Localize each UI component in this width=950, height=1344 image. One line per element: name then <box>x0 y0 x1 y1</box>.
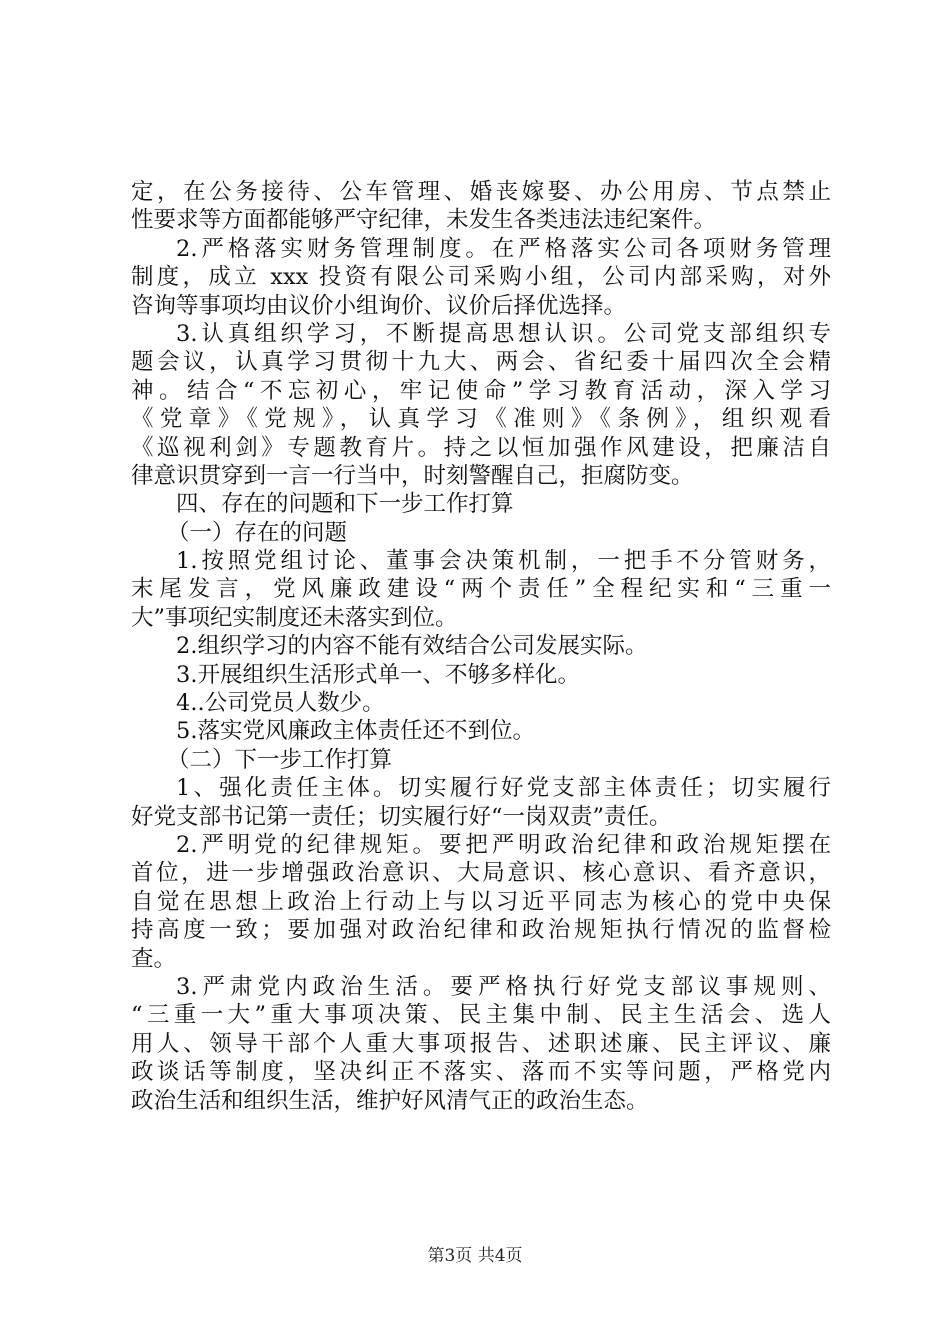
text-line: （二）下一步工作打算 <box>167 746 393 773</box>
text-line: 用人、领导干部个人重大事项报告、述职述廉、民主评议、廉 <box>131 1030 831 1057</box>
text-line: 咨询等事项均由议价小组询价、议价后择优选择。 <box>131 292 627 319</box>
text-line: 大”事项纪实制度还未落实到位。 <box>131 604 458 631</box>
text-line: 《巡视利剑》专题教育片。持之以恒加强作风建设，把廉洁自 <box>131 434 831 461</box>
text-line: 《党章》《党规》，认真学习《准则》《条例》，组织观看 <box>131 406 831 433</box>
text-line: 神。结合“不忘初心，牢记使命”学习教育活动，深入学习 <box>131 377 831 404</box>
page-footer: 第3页 共4页 <box>427 1246 523 1266</box>
text-line: 四、存在的问题和下一步工作打算 <box>176 491 514 518</box>
text-line: 律意识贯穿到一言一行当中，时刻警醒自己，拒腐防变。 <box>131 462 694 489</box>
text-line: “三重一大”重大事项决策、民主集中制、民主生活会、选人 <box>131 1002 831 1029</box>
text-line: 2.严格落实财务管理制度。在严格落实公司各项财务管理 <box>176 235 831 262</box>
text-line: 末尾发言，党风廉政建设“两个责任”全程纪实和“三重一 <box>131 576 831 603</box>
text-line: 定，在公务接待、公车管理、婚丧嫁娶、办公用房、节点禁止 <box>131 179 831 205</box>
text-line: 题会议，认真学习贯彻十九大、两会、省纪委十届四次全会精 <box>131 349 831 376</box>
text-line: 2.严明党的纪律规矩。要把严明政治纪律和政治规矩摆在 <box>176 831 831 858</box>
text-line: 3.严肃党内政治生活。要严格执行好党支部议事规则、 <box>176 973 831 1000</box>
text-line: 1.按照党组讨论、董事会决策机制，一把手不分管财务， <box>176 548 831 575</box>
text-line: 自觉在思想上政治上行动上与以习近平同志为核心的党中央保 <box>131 888 831 915</box>
text-line: 查。 <box>131 945 177 972</box>
text-line: 持高度一致；要加强对政治纪律和政治规矩执行情况的监督检 <box>131 917 831 944</box>
text-line: 3.开展组织生活形式单一、不够多样化。 <box>176 661 580 688</box>
text-line: 3.认真组织学习，不断提高思想认识。公司党支部组织专 <box>176 320 831 347</box>
document-body <box>131 178 831 1115</box>
text-line: 政谈话等制度，坚决纠正不落实、落而不实等问题，严格党内 <box>131 1059 831 1086</box>
text-line: 2.组织学习的内容不能有效结合公司发展实际。 <box>176 633 648 660</box>
text-line: 政治生活和组织生活，维护好风清气正的政治生态。 <box>131 1087 649 1114</box>
text-line: 1、强化责任主体。切实履行好党支部主体责任；切实履行 <box>176 775 831 802</box>
text-line: 好党支部书记第一责任；切实履行好“一岗双责”责任。 <box>131 803 672 830</box>
text-line: 性要求等方面都能够严守纪律，未发生各类违法违纪案件。 <box>131 207 717 234</box>
text-line: 5.落实党风廉政主体责任还不到位。 <box>176 718 535 745</box>
text-line: （一）存在的问题 <box>167 519 348 546</box>
text-line: 4..公司党员人数少。 <box>176 690 385 717</box>
text-line: 首位，进一步增强政治意识、大局意识、核心意识、看齐意识， <box>131 860 831 887</box>
text-line: 制度，成立 xxx 投资有限公司采购小组，公司内部采购，对外 <box>131 264 831 291</box>
